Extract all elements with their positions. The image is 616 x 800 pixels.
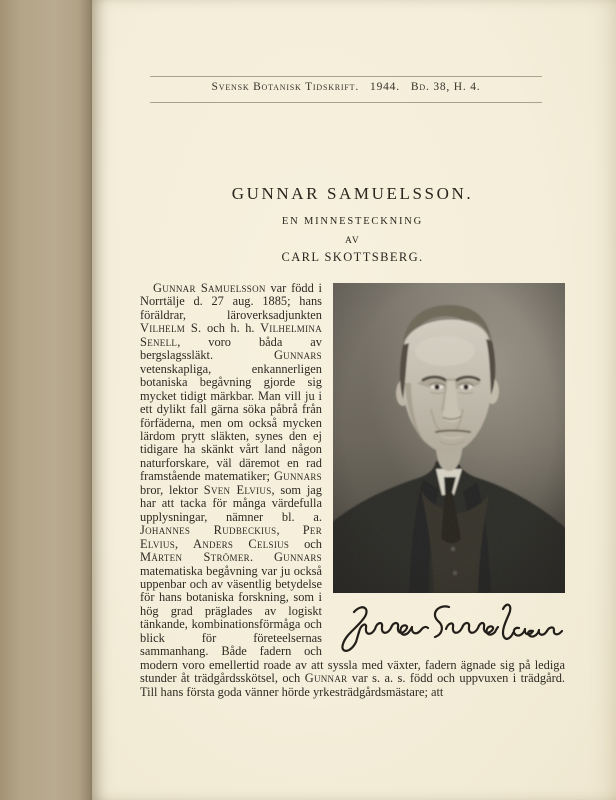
header-rule-top bbox=[150, 76, 542, 77]
journal-header: Svensk Botanisk Tidskrift. 1944. Bd. 38, H. 4. bbox=[211, 81, 481, 93]
signature-handwriting-icon bbox=[333, 600, 563, 656]
text-run: , som jag har att tacka för många värdefulla upplysningar, nämner bl. a. bbox=[140, 482, 322, 524]
text-run: vetenskapliga, enkannerligen botaniska begåvning gjorde sig mycket tidigt märkbar. Man vill ju i ett dylikt fall gärna söka påbrå från förfäderna, men om också mycken lärdom prytt släkten, synes den ej tidigare ha skänkt vårt land någon naturforskare, väl däremot en rad framstående matematiker; bbox=[140, 361, 322, 484]
person-name: Gunnars bbox=[273, 469, 322, 484]
text-run: matematiska begåvning var ju också uppenbar och av väsentlig betydelse för hans botaniska forskning, som i hög grad präglades av logiskt tänkande, kombinationsförmåga och blick för företeelsernas sammanhang. Både fadern och modern voro emellertid roade av att syssla med växter, fadern ägnade sig på lediga stunder åt trädgårdsskötsel, och bbox=[140, 563, 565, 686]
text-run: var född i Norrtälje d. 27 aug. 1885; hans föräldrar, läroverksadjunkten bbox=[140, 281, 322, 322]
person-name: Anders Celsius bbox=[192, 536, 290, 551]
author-name: CARL SKOTTSBERG. bbox=[281, 250, 424, 264]
text-run: , bbox=[175, 536, 193, 551]
text-run: , voro båda av bergslagssläkt. bbox=[140, 334, 322, 363]
person-name: Gunnar Samuelsson bbox=[153, 281, 266, 295]
person-name: Sven Elvius bbox=[203, 482, 272, 497]
text-run: bror, lektor bbox=[140, 482, 204, 497]
page-title: GUNNAR SAMUELSSON. bbox=[231, 184, 474, 203]
text-run: , bbox=[276, 523, 303, 538]
signature bbox=[333, 600, 565, 656]
header-rule-bottom bbox=[150, 102, 542, 103]
person-name: Gunnars bbox=[273, 348, 322, 363]
journal-page bbox=[92, 0, 616, 800]
text-run: och bbox=[289, 536, 322, 551]
article-subtitle: EN MINNESTECKNING bbox=[281, 216, 424, 227]
text-run: var s. a. s. född och uppvuxen i trädgård. Till hans första goda vänner hörde yrkesträdgårdsmästare; att bbox=[140, 671, 565, 699]
person-name: Gunnars bbox=[273, 550, 322, 565]
person-name: Vilhelmina Senell bbox=[140, 321, 322, 349]
portrait-photo bbox=[333, 283, 565, 593]
person-name: Gunnar bbox=[304, 671, 348, 686]
person-name: Mårten Strömer bbox=[140, 550, 250, 565]
person-name: Vilhelm S. bbox=[140, 321, 202, 336]
byline-prefix: AV bbox=[345, 236, 360, 246]
article-body bbox=[140, 282, 565, 699]
text-run: och h. h. bbox=[201, 321, 261, 336]
portrait-figure bbox=[333, 283, 565, 656]
person-name: Johannes Rudbeckius bbox=[140, 523, 277, 538]
text-run: . bbox=[249, 550, 274, 565]
person-name: Per Elvius bbox=[140, 523, 322, 551]
book-backing-page bbox=[0, 0, 96, 800]
